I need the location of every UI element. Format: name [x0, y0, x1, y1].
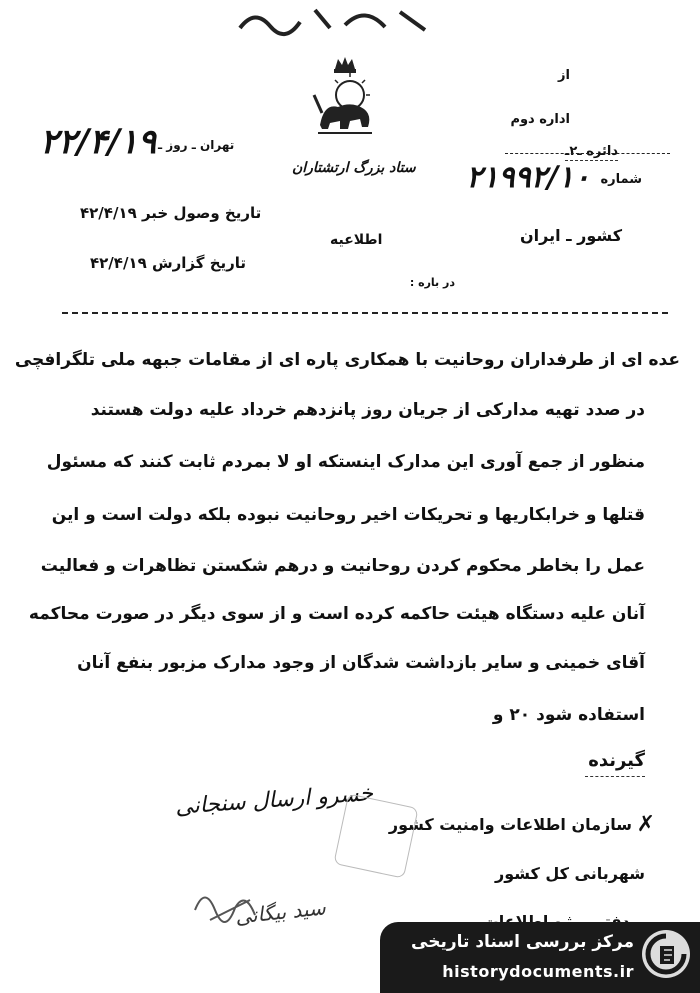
body-line: آنان علیه دستگاه هیئت حاکمه کرده است و از سوی دیگر در صورت محاکمه — [28, 604, 645, 624]
watermark-title: مرکز بررسی اسناد تاریخی — [411, 932, 634, 952]
recipient-item: شهربانی کل کشور — [494, 864, 645, 883]
document-type: اطلاعیه — [330, 232, 383, 248]
scribble-strokes — [190, 880, 270, 930]
recipients-underline — [585, 776, 645, 777]
document-number: ۲۱۹۹۲/۱۰ — [466, 160, 590, 195]
signature: خسرو ارسال سنجانی — [174, 781, 374, 820]
archive-logo-icon — [642, 930, 690, 978]
body-line: منظور از جمع آوری این مدارک اینستکه او لا بمردم ثابت کنند که مسئول — [46, 452, 645, 472]
subject-label: در باره : — [409, 276, 455, 289]
header-divider — [62, 312, 668, 314]
organization-name: ستاد بزرگ ارتشتاران — [292, 160, 416, 176]
stamp-faint — [333, 793, 418, 878]
recipient-item: سازمان اطلاعات وامنیت کشور — [388, 815, 632, 834]
top-scrawl-strokes — [235, 0, 435, 40]
receipt-date: تاریخ وصول خبر ۴۲/۴/۱۹ — [80, 204, 262, 222]
department-label: دائره ـ۲ـ — [564, 144, 618, 159]
logo-graphic — [642, 930, 690, 978]
emblem-graphic — [310, 55, 380, 145]
body-line: در صدد تهیه مدارکی از جریان روز پانزدهم خرداد علیه دولت هستند — [90, 400, 645, 420]
cross-mark-icon: ✗ — [636, 812, 655, 837]
country-label: کشور ـ ایران — [519, 226, 622, 245]
header-divider-top — [505, 153, 670, 154]
office-label: اداره دوم — [510, 112, 570, 127]
body-line: قتلها و خرابکاریها و تحریکات اخیر روحانیت نبوده بلکه دولت است و این — [51, 505, 645, 525]
body-line: عده ای از طرفداران روحانیت با همکاری پاره ای از مقامات جبهه ملی تلگرافچی — [14, 350, 680, 370]
body-line: استفاده شود ۲۰ و — [492, 705, 645, 725]
body-line: عمل را بخاطر محکوم کردن روحانیت و درهم شکستن تظاهرات و فعالیت — [40, 556, 645, 576]
lion-and-sun-emblem — [310, 55, 380, 145]
handwritten-date: ۲۲/۴/۱۹ — [40, 122, 157, 162]
city-date-label: تهران ـ روز ـ — [158, 138, 235, 152]
number-label: شماره — [600, 172, 642, 187]
watermark-url: historydocuments.ir — [442, 962, 634, 981]
recipients-label: گیرنده — [588, 750, 645, 771]
signature-scribble — [190, 880, 270, 930]
signature: سید بیگانی — [233, 895, 327, 929]
body-line: آقای خمینی و سایر بازداشت شدگان از وجود مدارک مزبور بنفع آنان — [77, 653, 645, 673]
top-scrawl — [235, 0, 435, 40]
from-label: از — [558, 68, 570, 83]
watermark — [380, 922, 700, 993]
report-date: تاریخ گزارش ۴۲/۴/۱۹ — [90, 254, 247, 272]
